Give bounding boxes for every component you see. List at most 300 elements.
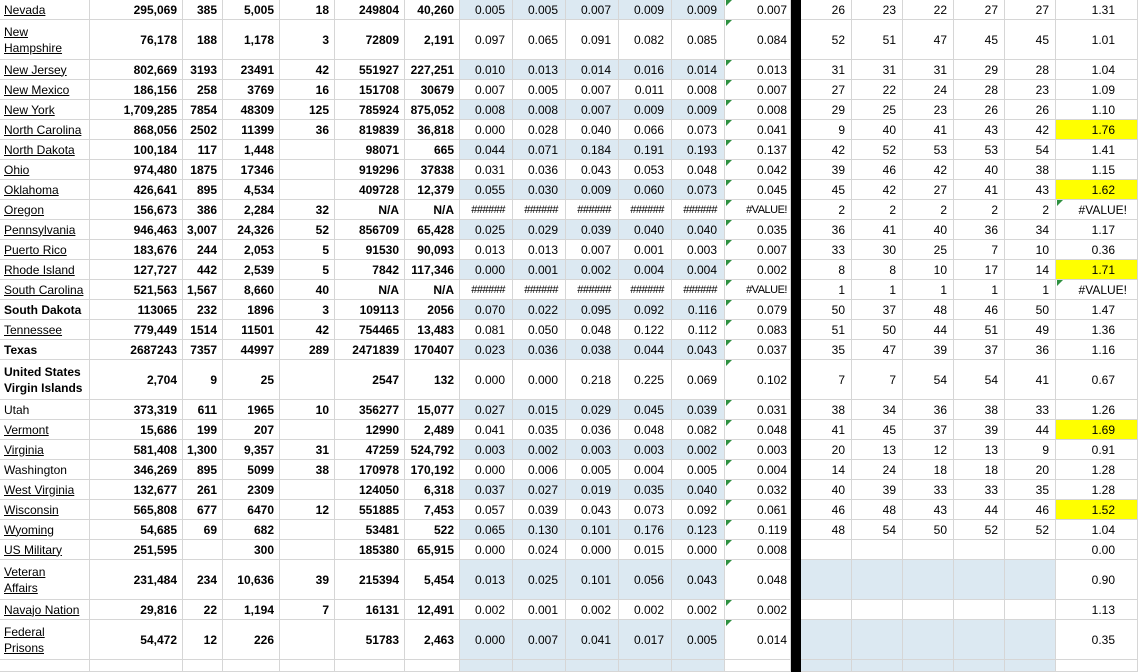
rank-cell[interactable]: [801, 520, 852, 540]
avg-rate-cell[interactable]: [725, 300, 791, 320]
ratio-cell[interactable]: [1056, 280, 1138, 300]
avg-rate-cell[interactable]: [725, 80, 791, 100]
value-cell-c4[interactable]: [223, 260, 280, 280]
ratio-cell[interactable]: [1056, 460, 1138, 480]
state-name-text[interactable]: New: [4, 24, 29, 39]
state-name-text[interactable]: New Mexico: [4, 82, 70, 97]
value-cell-c3[interactable]: [183, 500, 223, 520]
value-cell-c7[interactable]: [405, 540, 460, 560]
state-name-text[interactable]: Affairs: [4, 580, 38, 595]
state-name-cell[interactable]: [0, 400, 90, 420]
state-name-text[interactable]: Federal: [4, 624, 45, 639]
rate-cell[interactable]: [513, 60, 566, 80]
value-cell-c6[interactable]: [335, 180, 405, 200]
rank-cell[interactable]: [801, 480, 852, 500]
value-cell-c4[interactable]: [223, 500, 280, 520]
value-cell-c6[interactable]: [335, 280, 405, 300]
rank-cell[interactable]: [852, 180, 903, 200]
rate-cell[interactable]: [566, 400, 619, 420]
value-cell-c3[interactable]: [183, 20, 223, 60]
value-cell-c3[interactable]: [183, 180, 223, 200]
rank-cell[interactable]: [954, 280, 1005, 300]
value-cell-c2[interactable]: [90, 60, 183, 80]
rate-cell[interactable]: [619, 200, 672, 220]
rank-cell[interactable]: [801, 600, 852, 620]
rate-cell[interactable]: [619, 260, 672, 280]
value-cell-c6[interactable]: [335, 20, 405, 60]
rate-cell[interactable]: [513, 260, 566, 280]
value-cell-c7[interactable]: [405, 100, 460, 120]
rank-cell[interactable]: [1005, 520, 1056, 540]
rate-cell[interactable]: [460, 400, 513, 420]
value-cell-c5[interactable]: [280, 400, 335, 420]
value-cell-c4[interactable]: [223, 140, 280, 160]
state-name-cell[interactable]: [0, 180, 90, 200]
rate-cell[interactable]: [672, 20, 725, 60]
rank-cell[interactable]: [954, 60, 1005, 80]
value-cell-c7[interactable]: [405, 160, 460, 180]
value-cell-c7[interactable]: [405, 300, 460, 320]
rate-cell[interactable]: [619, 180, 672, 200]
value-cell-c7[interactable]: [405, 280, 460, 300]
value-cell-c3[interactable]: [183, 480, 223, 500]
value-cell-c3[interactable]: [183, 0, 223, 20]
rank-cell[interactable]: [801, 200, 852, 220]
avg-rate-cell[interactable]: [725, 60, 791, 80]
value-cell-c3[interactable]: [183, 240, 223, 260]
rank-cell[interactable]: [852, 160, 903, 180]
value-cell-c4[interactable]: [223, 0, 280, 20]
value-cell-c2[interactable]: [90, 80, 183, 100]
value-cell-c7[interactable]: [405, 180, 460, 200]
value-cell-c2[interactable]: [90, 200, 183, 220]
rate-cell[interactable]: [566, 0, 619, 20]
state-name-cell[interactable]: [0, 340, 90, 360]
value-cell-c2[interactable]: [90, 140, 183, 160]
rate-cell[interactable]: [513, 320, 566, 340]
value-cell-c2[interactable]: [90, 480, 183, 500]
rank-cell[interactable]: [801, 240, 852, 260]
rank-cell[interactable]: [903, 660, 954, 672]
ratio-cell[interactable]: [1056, 60, 1138, 80]
value-cell-c7[interactable]: [405, 260, 460, 280]
rate-cell[interactable]: [619, 560, 672, 600]
state-name-cell[interactable]: [0, 420, 90, 440]
avg-rate-cell[interactable]: [725, 340, 791, 360]
value-cell-c2[interactable]: [90, 460, 183, 480]
value-cell-c4[interactable]: [223, 600, 280, 620]
avg-rate-cell[interactable]: [725, 560, 791, 600]
rate-cell[interactable]: [513, 360, 566, 400]
value-cell-c3[interactable]: [183, 80, 223, 100]
rate-cell[interactable]: [672, 300, 725, 320]
avg-rate-cell[interactable]: [725, 480, 791, 500]
rank-cell[interactable]: [852, 480, 903, 500]
rank-cell[interactable]: [852, 140, 903, 160]
value-cell-c6[interactable]: [335, 340, 405, 360]
rank-cell[interactable]: [1005, 300, 1056, 320]
value-cell-c3[interactable]: [183, 420, 223, 440]
ratio-cell[interactable]: [1056, 260, 1138, 280]
rank-cell[interactable]: [903, 440, 954, 460]
rank-cell[interactable]: [801, 300, 852, 320]
avg-rate-cell[interactable]: [725, 660, 791, 672]
rate-cell[interactable]: [460, 100, 513, 120]
value-cell-c5[interactable]: [280, 160, 335, 180]
rank-cell[interactable]: [954, 340, 1005, 360]
rate-cell[interactable]: [460, 160, 513, 180]
value-cell-c6[interactable]: [335, 220, 405, 240]
state-name-text[interactable]: Oregon: [4, 202, 45, 217]
rank-cell[interactable]: [1005, 460, 1056, 480]
rank-cell[interactable]: [1005, 420, 1056, 440]
rate-cell[interactable]: [513, 200, 566, 220]
value-cell-c3[interactable]: [183, 440, 223, 460]
state-name-text[interactable]: Vermont: [4, 422, 49, 437]
rate-cell[interactable]: [460, 420, 513, 440]
avg-rate-cell[interactable]: [725, 100, 791, 120]
value-cell-c5[interactable]: [280, 360, 335, 400]
rank-cell[interactable]: [801, 540, 852, 560]
rate-cell[interactable]: [672, 340, 725, 360]
rate-cell[interactable]: [566, 620, 619, 660]
rate-cell[interactable]: [619, 20, 672, 60]
rate-cell[interactable]: [672, 240, 725, 260]
value-cell-c5[interactable]: [280, 240, 335, 260]
value-cell-c4[interactable]: [223, 280, 280, 300]
rank-cell[interactable]: [954, 240, 1005, 260]
rate-cell[interactable]: [460, 60, 513, 80]
avg-rate-cell[interactable]: [725, 20, 791, 60]
avg-rate-cell[interactable]: [725, 420, 791, 440]
rate-cell[interactable]: [619, 80, 672, 100]
ratio-cell[interactable]: [1056, 520, 1138, 540]
value-cell-c7[interactable]: [405, 200, 460, 220]
rank-cell[interactable]: [903, 560, 954, 600]
rate-cell[interactable]: [460, 600, 513, 620]
state-name-cell[interactable]: [0, 80, 90, 100]
avg-rate-cell[interactable]: [725, 440, 791, 460]
state-name-cell[interactable]: [0, 20, 90, 60]
ratio-cell[interactable]: [1056, 420, 1138, 440]
state-name-text[interactable]: Nevada: [4, 2, 46, 17]
rate-cell[interactable]: [513, 140, 566, 160]
rate-cell[interactable]: [619, 280, 672, 300]
avg-rate-cell[interactable]: [725, 620, 791, 660]
rate-cell[interactable]: [513, 180, 566, 200]
rate-cell[interactable]: [513, 240, 566, 260]
value-cell-c2[interactable]: [90, 0, 183, 20]
rate-cell[interactable]: [619, 440, 672, 460]
value-cell-c7[interactable]: [405, 500, 460, 520]
state-name-text[interactable]: New York: [4, 102, 55, 117]
rate-cell[interactable]: [460, 300, 513, 320]
state-name-cell[interactable]: [0, 460, 90, 480]
state-name-text[interactable]: Ohio: [4, 162, 30, 177]
rank-cell[interactable]: [852, 620, 903, 660]
avg-rate-cell[interactable]: [725, 400, 791, 420]
rate-cell[interactable]: [619, 300, 672, 320]
ratio-cell[interactable]: [1056, 340, 1138, 360]
rank-cell[interactable]: [852, 20, 903, 60]
rate-cell[interactable]: [566, 280, 619, 300]
rate-cell[interactable]: [513, 20, 566, 60]
rank-cell[interactable]: [852, 660, 903, 672]
state-name-cell[interactable]: [0, 260, 90, 280]
value-cell-c2[interactable]: [90, 240, 183, 260]
rate-cell[interactable]: [513, 340, 566, 360]
state-name-cell[interactable]: [0, 520, 90, 540]
rate-cell[interactable]: [513, 220, 566, 240]
rank-cell[interactable]: [903, 340, 954, 360]
state-name-text[interactable]: Pennsylvania: [4, 222, 76, 237]
value-cell-c2[interactable]: [90, 600, 183, 620]
rank-cell[interactable]: [1005, 280, 1056, 300]
rank-cell[interactable]: [801, 0, 852, 20]
rank-cell[interactable]: [852, 260, 903, 280]
rank-cell[interactable]: [1005, 160, 1056, 180]
ratio-cell[interactable]: [1056, 240, 1138, 260]
value-cell-c2[interactable]: [90, 120, 183, 140]
rank-cell[interactable]: [852, 300, 903, 320]
value-cell-c5[interactable]: [280, 80, 335, 100]
value-cell-c7[interactable]: [405, 20, 460, 60]
value-cell-c2[interactable]: [90, 540, 183, 560]
rate-cell[interactable]: [672, 200, 725, 220]
value-cell-c6[interactable]: [335, 300, 405, 320]
rank-cell[interactable]: [954, 80, 1005, 100]
rate-cell[interactable]: [460, 180, 513, 200]
rank-cell[interactable]: [801, 460, 852, 480]
rank-cell[interactable]: [903, 540, 954, 560]
value-cell-c2[interactable]: [90, 500, 183, 520]
state-name-cell[interactable]: [0, 60, 90, 80]
value-cell-c4[interactable]: [223, 540, 280, 560]
value-cell-c5[interactable]: [280, 440, 335, 460]
value-cell-c6[interactable]: [335, 320, 405, 340]
value-cell-c4[interactable]: [223, 180, 280, 200]
value-cell-c3[interactable]: [183, 100, 223, 120]
value-cell-c5[interactable]: [280, 500, 335, 520]
avg-rate-cell[interactable]: [725, 360, 791, 400]
rank-cell[interactable]: [1005, 80, 1056, 100]
ratio-cell[interactable]: [1056, 400, 1138, 420]
rank-cell[interactable]: [954, 360, 1005, 400]
rank-cell[interactable]: [954, 140, 1005, 160]
rank-cell[interactable]: [954, 320, 1005, 340]
avg-rate-cell[interactable]: [725, 280, 791, 300]
rank-cell[interactable]: [801, 440, 852, 460]
rank-cell[interactable]: [903, 480, 954, 500]
rate-cell[interactable]: [460, 540, 513, 560]
state-name-cell[interactable]: [0, 140, 90, 160]
rate-cell[interactable]: [460, 80, 513, 100]
rank-cell[interactable]: [903, 20, 954, 60]
rate-cell[interactable]: [672, 180, 725, 200]
rank-cell[interactable]: [954, 560, 1005, 600]
state-name-text[interactable]: Wisconsin: [4, 502, 59, 517]
rate-cell[interactable]: [566, 140, 619, 160]
rank-cell[interactable]: [954, 600, 1005, 620]
rank-cell[interactable]: [801, 180, 852, 200]
value-cell-c4[interactable]: [223, 480, 280, 500]
rank-cell[interactable]: [1005, 20, 1056, 60]
rate-cell[interactable]: [460, 280, 513, 300]
value-cell-c6[interactable]: [335, 260, 405, 280]
rate-cell[interactable]: [672, 100, 725, 120]
state-name-cell[interactable]: [0, 240, 90, 260]
rate-cell[interactable]: [513, 620, 566, 660]
value-cell-c6[interactable]: [335, 620, 405, 660]
rank-cell[interactable]: [954, 440, 1005, 460]
value-cell-c5[interactable]: [280, 540, 335, 560]
rank-cell[interactable]: [801, 220, 852, 240]
rate-cell[interactable]: [513, 420, 566, 440]
rate-cell[interactable]: [672, 320, 725, 340]
rate-cell[interactable]: [672, 480, 725, 500]
rank-cell[interactable]: [852, 600, 903, 620]
state-name-cell[interactable]: [0, 280, 90, 300]
value-cell-c5[interactable]: [280, 100, 335, 120]
rate-cell[interactable]: [460, 500, 513, 520]
rate-cell[interactable]: [460, 340, 513, 360]
rank-cell[interactable]: [903, 280, 954, 300]
state-name-text[interactable]: Virginia: [4, 442, 44, 457]
rank-cell[interactable]: [1005, 0, 1056, 20]
avg-rate-cell[interactable]: [725, 0, 791, 20]
avg-rate-cell[interactable]: [725, 120, 791, 140]
rate-cell[interactable]: [566, 180, 619, 200]
avg-rate-cell[interactable]: [725, 520, 791, 540]
avg-rate-cell[interactable]: [725, 320, 791, 340]
rate-cell[interactable]: [619, 400, 672, 420]
rank-cell[interactable]: [852, 560, 903, 600]
value-cell-c3[interactable]: [183, 200, 223, 220]
rate-cell[interactable]: [672, 160, 725, 180]
value-cell-c5[interactable]: [280, 280, 335, 300]
value-cell-c7[interactable]: [405, 460, 460, 480]
value-cell-c3[interactable]: [183, 340, 223, 360]
rate-cell[interactable]: [460, 460, 513, 480]
rate-cell[interactable]: [566, 360, 619, 400]
avg-rate-cell[interactable]: [725, 180, 791, 200]
rank-cell[interactable]: [852, 220, 903, 240]
state-name-text[interactable]: Veteran: [4, 564, 46, 579]
rate-cell[interactable]: [460, 20, 513, 60]
value-cell-c4[interactable]: [223, 520, 280, 540]
rank-cell[interactable]: [852, 420, 903, 440]
rank-cell[interactable]: [954, 100, 1005, 120]
rank-cell[interactable]: [1005, 260, 1056, 280]
rank-cell[interactable]: [903, 120, 954, 140]
value-cell-c5[interactable]: [280, 260, 335, 280]
avg-rate-cell[interactable]: [725, 160, 791, 180]
rate-cell[interactable]: [513, 280, 566, 300]
value-cell-c7[interactable]: [405, 600, 460, 620]
rank-cell[interactable]: [903, 400, 954, 420]
value-cell-c6[interactable]: [335, 160, 405, 180]
rank-cell[interactable]: [801, 620, 852, 660]
state-name-text[interactable]: West Virginia: [4, 482, 75, 497]
value-cell-c5[interactable]: [280, 460, 335, 480]
state-name-text[interactable]: North Carolina: [4, 122, 82, 137]
value-cell-c5[interactable]: [280, 0, 335, 20]
ratio-cell[interactable]: [1056, 320, 1138, 340]
rank-cell[interactable]: [801, 500, 852, 520]
value-cell-c2[interactable]: [90, 260, 183, 280]
rank-cell[interactable]: [1005, 660, 1056, 672]
rank-cell[interactable]: [903, 100, 954, 120]
value-cell-c3[interactable]: [183, 460, 223, 480]
avg-rate-cell[interactable]: [725, 600, 791, 620]
value-cell-c7[interactable]: [405, 120, 460, 140]
value-cell-c6[interactable]: [335, 540, 405, 560]
value-cell-c7[interactable]: [405, 480, 460, 500]
rate-cell[interactable]: [460, 0, 513, 20]
value-cell-c6[interactable]: [335, 360, 405, 400]
rate-cell[interactable]: [619, 0, 672, 20]
rate-cell[interactable]: [619, 240, 672, 260]
rank-cell[interactable]: [801, 340, 852, 360]
value-cell-c6[interactable]: [335, 120, 405, 140]
value-cell-c2[interactable]: [90, 420, 183, 440]
rank-cell[interactable]: [903, 220, 954, 240]
rank-cell[interactable]: [903, 500, 954, 520]
rate-cell[interactable]: [566, 120, 619, 140]
value-cell-c7[interactable]: [405, 340, 460, 360]
rank-cell[interactable]: [954, 160, 1005, 180]
rate-cell[interactable]: [619, 340, 672, 360]
rate-cell[interactable]: [566, 500, 619, 520]
value-cell-c6[interactable]: [335, 140, 405, 160]
rate-cell[interactable]: [460, 240, 513, 260]
rank-cell[interactable]: [1005, 600, 1056, 620]
rate-cell[interactable]: [672, 400, 725, 420]
avg-rate-cell[interactable]: [725, 540, 791, 560]
value-cell-c4[interactable]: [223, 400, 280, 420]
rate-cell[interactable]: [672, 140, 725, 160]
state-name-cell[interactable]: [0, 600, 90, 620]
rank-cell[interactable]: [954, 500, 1005, 520]
ratio-cell[interactable]: [1056, 620, 1138, 660]
rank-cell[interactable]: [903, 180, 954, 200]
value-cell-c2[interactable]: [90, 220, 183, 240]
rank-cell[interactable]: [801, 140, 852, 160]
ratio-cell[interactable]: [1056, 440, 1138, 460]
rank-cell[interactable]: [852, 340, 903, 360]
value-cell-c2[interactable]: [90, 280, 183, 300]
rank-cell[interactable]: [801, 280, 852, 300]
avg-rate-cell[interactable]: [725, 260, 791, 280]
rank-cell[interactable]: [1005, 400, 1056, 420]
avg-rate-cell[interactable]: [725, 140, 791, 160]
value-cell-c6[interactable]: [335, 660, 405, 672]
value-cell-c4[interactable]: [223, 60, 280, 80]
rank-cell[interactable]: [903, 200, 954, 220]
rate-cell[interactable]: [566, 100, 619, 120]
rate-cell[interactable]: [566, 320, 619, 340]
rank-cell[interactable]: [903, 520, 954, 540]
value-cell-c3[interactable]: [183, 360, 223, 400]
value-cell-c4[interactable]: [223, 220, 280, 240]
rate-cell[interactable]: [566, 60, 619, 80]
value-cell-c6[interactable]: [335, 440, 405, 460]
rate-cell[interactable]: [460, 320, 513, 340]
rate-cell[interactable]: [460, 660, 513, 672]
value-cell-c4[interactable]: [223, 120, 280, 140]
value-cell-c3[interactable]: [183, 600, 223, 620]
value-cell-c4[interactable]: [223, 340, 280, 360]
